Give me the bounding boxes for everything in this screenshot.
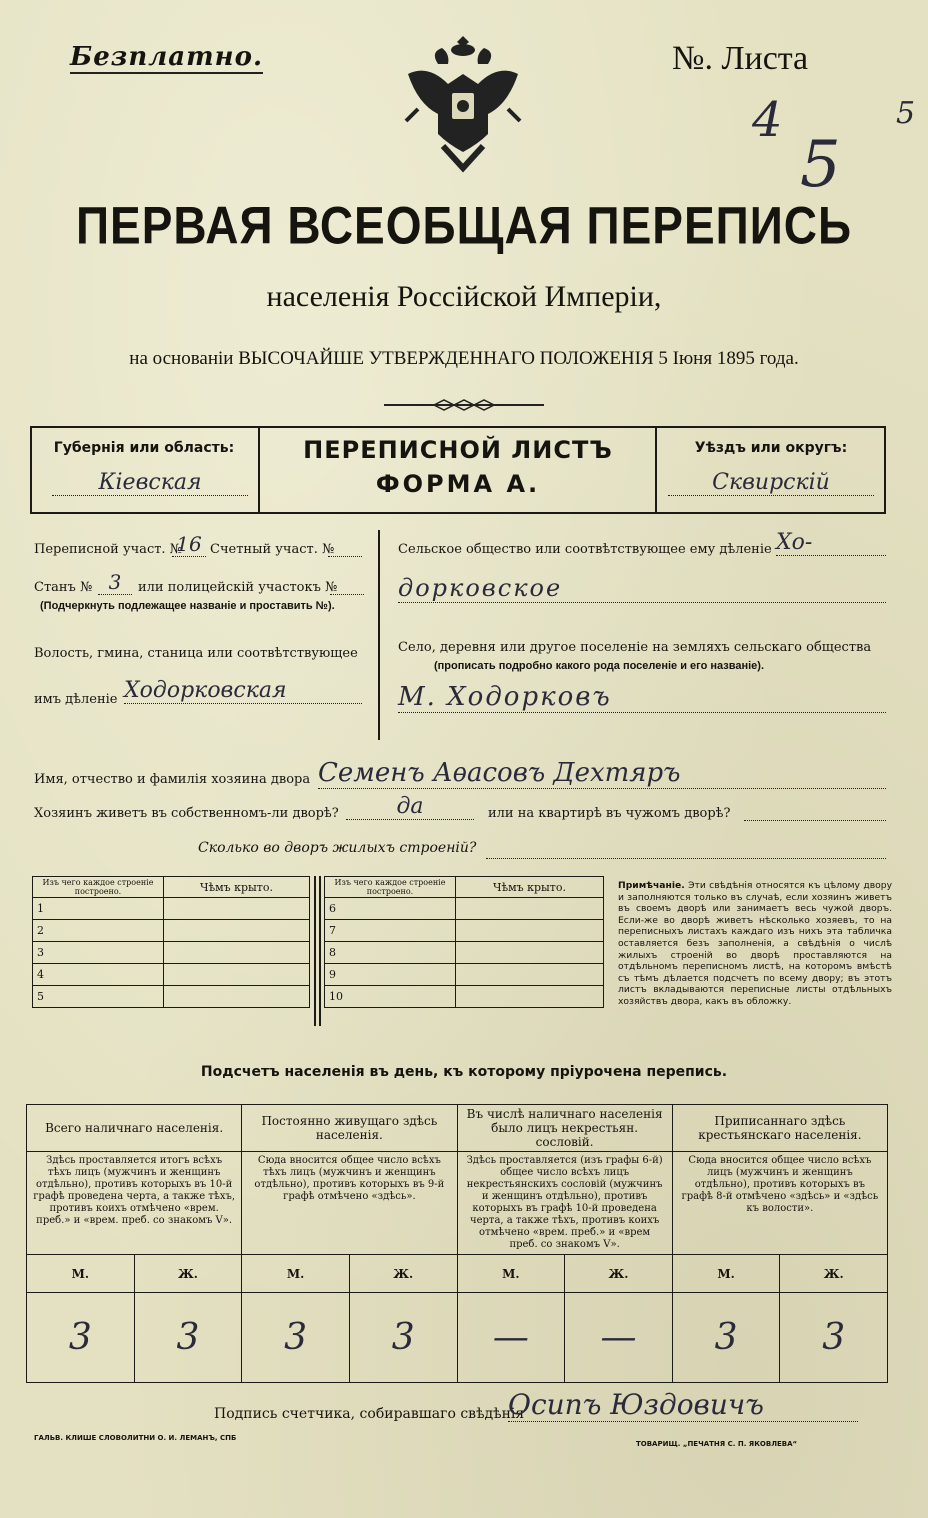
buildings-note [618,880,892,1008]
buildings-col-roof: Чѣмъ крыто. [164,877,310,898]
page-title: ПЕРВАЯ ВСЕОБЩАЯ ПЕРЕПИСЬ [75,195,853,255]
count-col-head: Приписаннаго здѣсь крестьянскаго населенія. [672,1105,887,1152]
count-value: 3 [672,1293,780,1383]
male-header: М. [242,1255,350,1293]
count-section-title: Подсчетъ населенія въ день, къ которому пріурочена перепись. [200,1064,728,1080]
counting-section-value [328,546,362,557]
sheet-number-value: 4 [752,92,783,148]
buildings-row-number: 7 [325,920,456,942]
sheet-number-label: №. Листа [672,40,809,77]
buildings-note-lead: Примѣчаніе. [618,880,685,891]
camp-value: 3 [98,570,132,595]
camp-label: Станъ № [34,580,93,595]
table-double-rule [319,876,321,1026]
volost-label-2: имъ дѣленіе [34,692,118,707]
province-label: Губернія или область: [53,440,235,456]
owner-name-value: Семенъ Аѳасовъ Дехтяръ [318,758,886,789]
count-col-desc: Здѣсь проставляется итогъ всѣхъ тѣхъ лицъ (мужчинъ и женщинъ отдѣльно), противъ которыхъ въ 10-й графѣ проведена черта, а также тѣхъ, противъ коихъ отмѣчено «врем. преб.» и «врем. преб. со знакомъ V». [27,1152,242,1255]
header-bottom-rule [30,512,885,514]
society-value-2: дорковское [398,574,886,603]
buildings-row-number: 2 [33,920,164,942]
own-yard-value: да [346,794,474,820]
rent-value [744,810,886,821]
buildings-row-number: 6 [325,898,456,920]
ornament-divider [384,398,544,412]
counting-section-label: Счетный участ. № [210,542,335,557]
female-header: Ж. [780,1255,888,1293]
count-value: 3 [134,1293,242,1383]
double-headed-eagle-emblem [398,34,528,174]
society-value: Хо- [776,530,886,556]
signature-label: Подпись счетчика, собиравшаго свѣдѣнія [214,1406,525,1422]
count-value: — [457,1293,565,1383]
population-count-table [26,1104,888,1383]
female-header: Ж. [349,1255,457,1293]
male-header: М. [27,1255,135,1293]
buildings-row-number: 5 [33,986,164,1008]
table-double-rule [314,876,316,1026]
page-subtitle: населенія Россійской Имперіи, [266,280,662,313]
fields-center-divider [378,530,380,740]
province-value: Кіевская [52,470,248,496]
count-value: 3 [242,1293,350,1383]
header-divider-2 [655,426,657,514]
count-value: 3 [349,1293,457,1383]
form-title: ПЕРЕПИСНОЙ ЛИСТЪ [303,436,613,464]
count-col-head: Всего наличнаго населенія. [27,1105,242,1152]
camp-note: (Подчеркнуть подлежащее названіе и проставить №). [40,600,335,612]
buildings-col-material: Изъ чего каждое строеніе построено. [325,877,456,898]
buildings-row-number: 1 [33,898,164,920]
buildings-row-number: 8 [325,942,456,964]
header-right-edge [884,426,886,514]
owner-name-label: Имя, отчество и фамилія хозяина двора [34,772,311,787]
free-label: Безплатно. [70,42,263,72]
camp-label-2: или полицейскій участокъ № [138,580,338,595]
margin-number: 5 [896,96,916,131]
police-section-value [330,584,364,595]
buildings-count-label: Сколько во дворъ жилыхъ строеній? [198,840,477,856]
buildings-row-number: 9 [325,964,456,986]
count-col-desc: Сюда вносится общее число всѣхъ тѣхъ лицъ (мужчинъ и женщинъ отдѣльно), противъ которыхъ въ 9-й графѣ отмѣчено «здѣсь». [242,1152,457,1255]
buildings-count-value [486,848,886,859]
buildings-row-number: 10 [325,986,456,1008]
female-header: Ж. [565,1255,673,1293]
count-value: 3 [780,1293,888,1383]
header-top-rule [30,426,885,428]
form-subtitle: ФОРМА А. [375,470,541,498]
count-col-head: Постоянно живущаго здѣсь населенія. [242,1105,457,1152]
own-yard-label: Хозяинъ живетъ въ собственномъ-ли дворѣ? [34,806,339,821]
signature-value: Осипъ Юздовичъ [508,1388,858,1422]
buildings-table-right [324,876,604,1008]
census-section-label: Переписной участ. № [34,542,182,557]
legal-basis: на основаніи ВЫСОЧАЙШЕ УТВЕРЖДЕННАГО ПОЛОЖЕНІЯ 5 Іюня 1895 года. [129,348,799,369]
count-value: 3 [27,1293,135,1383]
printer-left: ГАЛЬВ. КЛИШЕ СЛОВОЛИТНИ О. И. ЛЕМАНЪ, СПБ [34,1434,237,1442]
count-col-desc: Сюда вносится общее число всѣхъ лицъ (мужчинъ и женщинъ отдѣльно), противъ которыхъ въ графѣ 8-й отмѣчено «здѣсь» и «здѣсь къ волости». [672,1152,887,1255]
header-divider-1 [258,426,260,514]
count-value: — [565,1293,673,1383]
buildings-table-left [32,876,310,1008]
district-label: Уѣздъ или округъ: [694,440,848,456]
buildings-row-number: 4 [33,964,164,986]
count-col-desc: Здѣсь проставляется (изъ графы 6-й) общее число всѣхъ лицъ некрестьянскихъ сословій (мужчинъ и женщинъ отдѣльно), противъ которыхъ въ графѣ 10-й проведена черта, а также тѣхъ, противъ коихъ отмѣчено «врем. преб.» и «врем преб. со знакомъ V». [457,1152,672,1255]
village-note: (прописать подробно какого рода поселеніе и его названіе). [434,660,765,672]
buildings-col-roof: Чѣмъ крыто. [456,877,604,898]
district-value: Сквирскій [668,470,874,496]
printer-right: ТОВАРИЩ. „ПЕЧАТНЯ С. П. ЯКОВЛЕВА“ [636,1440,798,1448]
header-left-edge [30,426,32,514]
male-header: М. [457,1255,565,1293]
volost-label: Волость, гмина, станица или соотвѣтствующее [34,646,358,661]
volost-value: Ходорковская [124,678,362,704]
count-col-head: Въ числѣ наличнаго населенія было лицъ некрестьян. сословій. [457,1105,672,1152]
rent-label: или на квартирѣ въ чужомъ дворѣ? [488,806,731,821]
male-header: М. [672,1255,780,1293]
corner-number: 5 [800,128,841,202]
village-label: Село, деревня или другое поселеніе на земляхъ сельскаго общества [398,640,872,655]
society-label: Сельское общество или соотвѣтствующее ему дѣленіе [398,542,772,557]
buildings-note-text: Эти свѣдѣнія относятся къ цѣлому двору и заполняются только въ случаѣ, если хозяинъ живетъ въ своемъ дворѣ или занимаетъ весь чужой дворъ. Если-же во дворѣ живетъ нѣсколько хозяевъ, то на переписныхъ листахъ каждаго изъ нихъ эта табличка оставляется безъ заполненія, а свѣдѣнія о числѣ жилыхъ строеній во дворѣ проставляются на отдѣльномъ переписномъ листѣ, на которомъ вмѣстѣ съ тѣмъ дѣлается подсчетъ по всему двору; въ этотъ листъ вкладываются переписные листы отдѣльныхъ хозяйствъ двора, какъ въ обложку. [618,880,893,1007]
buildings-col-material: Изъ чего каждое строеніе построено. [33,877,164,898]
buildings-row-number: 3 [33,942,164,964]
census-section-value: 16 [172,532,206,557]
village-value: М. Ходорковъ [398,682,886,713]
female-header: Ж. [134,1255,242,1293]
